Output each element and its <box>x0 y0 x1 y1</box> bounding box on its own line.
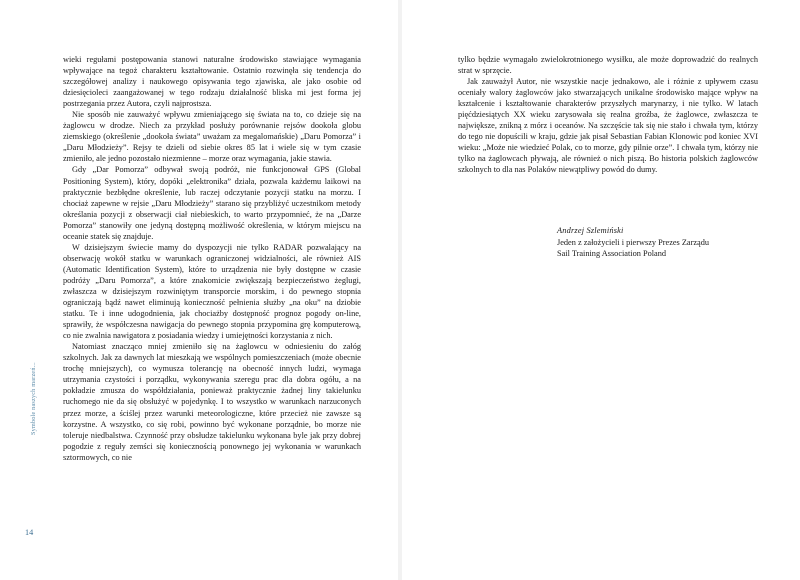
right-page <box>402 0 800 580</box>
left-paragraph-2: Nie sposób nie zauważyć wpływu zmieniającego się świata na to, co dzieje się na żaglowcu w drodze. Niech za przykład posłuży porównanie rejsów dookoła globu ziemskiego (określenie „dookoła świata” uważam za megalomańskie) „Daru Pomorza” i „Daru Młodzieży”. Rejsy te dzieli od siebie okres 85 lat i wiele się w tym czasie zmieniło, ale jedno pozostało niezmienne – morze oraz wymagania, jakie stawia. <box>63 110 361 164</box>
left-paragraph-5: Natomiast znacząco mniej zmieniło się na żaglowcu w odniesieniu do załóg szkolnych. Jak za dawnych lat mieszkają we wspólnych pomieszczeniach (może obecnie trochę mniejszych), co wymusza tolerancję na obecność innych ludzi, wymaga utrzymania czystości i porządku, wykonywania szeregu prac dla dobra ogółu, a na pokładzie zmusza do współdziałania, ponieważ praktycznie żadnej liny takielunku ruchomego nie da się obsłużyć w pojedynkę. I to wszystko w warunkach narzuconych przez morze, a ściślej przez warunki meteorologiczne, które przecież nie zawsze są korzystne. A wszystko, co się robi, powinno być wykonane porządnie, bo morze nie toleruje niedbalstwa. Czynność przy obsłudze takielunku wykonana byle jak przy dobrej pogodzie z reguły zemści się koniecznością ponownego jej wykonania w warunkach sztormowych, co nie <box>63 342 361 462</box>
left-text-column <box>63 54 361 463</box>
signature-name: Andrzej Szlemiński <box>557 226 624 235</box>
running-head-text: Symbole naszych marzeń... <box>30 362 37 435</box>
right-paragraph-2: Jak zauważył Autor, nie wszystkie nacje jednakowo, ale i różnie z upływem czasu oceniały walory żaglowców jako stwarzających unikalne środowisko mające wpływ na kształcenie i kształtowanie charakterów przyszłych marynarzy, i nie tylko. W latach pięćdziesiątych XX wieku zarysowała się realna groźba, że żaglowce, zwłaszcza te największe, znikną z mórz i oceanów. Na szczęście tak się nie stało i chwała tym, którzy do tego nie dopuścili w kraju, gdzie jak pisał Sebastian Fabian Klonowic pod koniec XVI wieku: „Może nie wiedzieć Polak, co to morze, gdy pilnie orze”. I chwała tym, którzy nie tylko na żaglowcach pływają, ale również o nich piszą. Bo historia polskich żaglowców szkolnych to dla nas Polaków niewątpliwy powód do dumy. <box>458 77 758 175</box>
left-paragraph-4: W dzisiejszym świecie mamy do dyspozycji nie tylko RADAR pozwalający na obserwację wokół statku w warunkach ograniczonej widzialności, ale również AIS (Automatic Identification System), które to urządzenia nie były dostępne w czasie podróży „Daru Pomorza”, a które znakomicie zwiększają bezpieczeństwo żeglugi, zwłaszcza w dzisiejszym rozwiniętym transporcie morskim, i do pewnego stopnia ograniczają bądź nawet eliminują konieczność pełnienia służby „na oku” na dziobie statku. Te i inne udogodnienia, jak chociażby dostępność prognoz pogody on-line, sprawiły, że współczesna nawigacja do pewnego stopnia przypomina grę komputerową, co nie zwalnia nawigatora z posiadania wiedzy i umiejętności korzystania z nich. <box>63 242 361 341</box>
right-paragraph-1: tylko będzie wymagało zwielokrotnionego wysiłku, ale może doprowadzić do realnych strat w sprzęcie. <box>458 55 758 76</box>
page-number: 14 <box>25 528 34 537</box>
left-page <box>0 0 398 580</box>
left-paragraph-3: Gdy „Dar Pomorza” odbywał swoją podróż, nie funkcjonował GPS (Global Positioning System), który, dopóki „elektronika” działa, pozwala każdemu laikowi na praktycznie bezbłędne określenie, lub raczej odczytanie pozycji statku na morzu. I chociaż zapewne w rejsie „Daru Młodzieży” starano się przybliżyć uczestnikom metody określania pozycji z obserwacji ciał niebieskich, to warto przypomnieć, że na „Darze Pomorza” stanowiły one jedyną dostępną możliwość określenia, w którym miejscu na oceanie statek się znajduje. <box>63 165 361 241</box>
signature-organization: Sail Training Association Poland <box>557 249 667 259</box>
signature-role: Jeden z założycieli i pierwszy Prezes Zarządu <box>557 237 710 247</box>
left-paragraph-1: wieki regułami postępowania stanowi naturalne środowisko stawiające wymagania wpływające na tegoż charakteru kształtowanie. Ostatnio rozwinęła się tendencja do szczegółowej analizy i naukowego opisywania tego zjawiska, ale jako osobie od dziesięcioleci zaangażowanej w tego rodzaju działalność bliska mi jest forma jej postrzegania przez Autora, czyli najprostsza. <box>63 55 361 109</box>
right-text-column <box>458 54 758 176</box>
signature-block <box>557 225 777 260</box>
